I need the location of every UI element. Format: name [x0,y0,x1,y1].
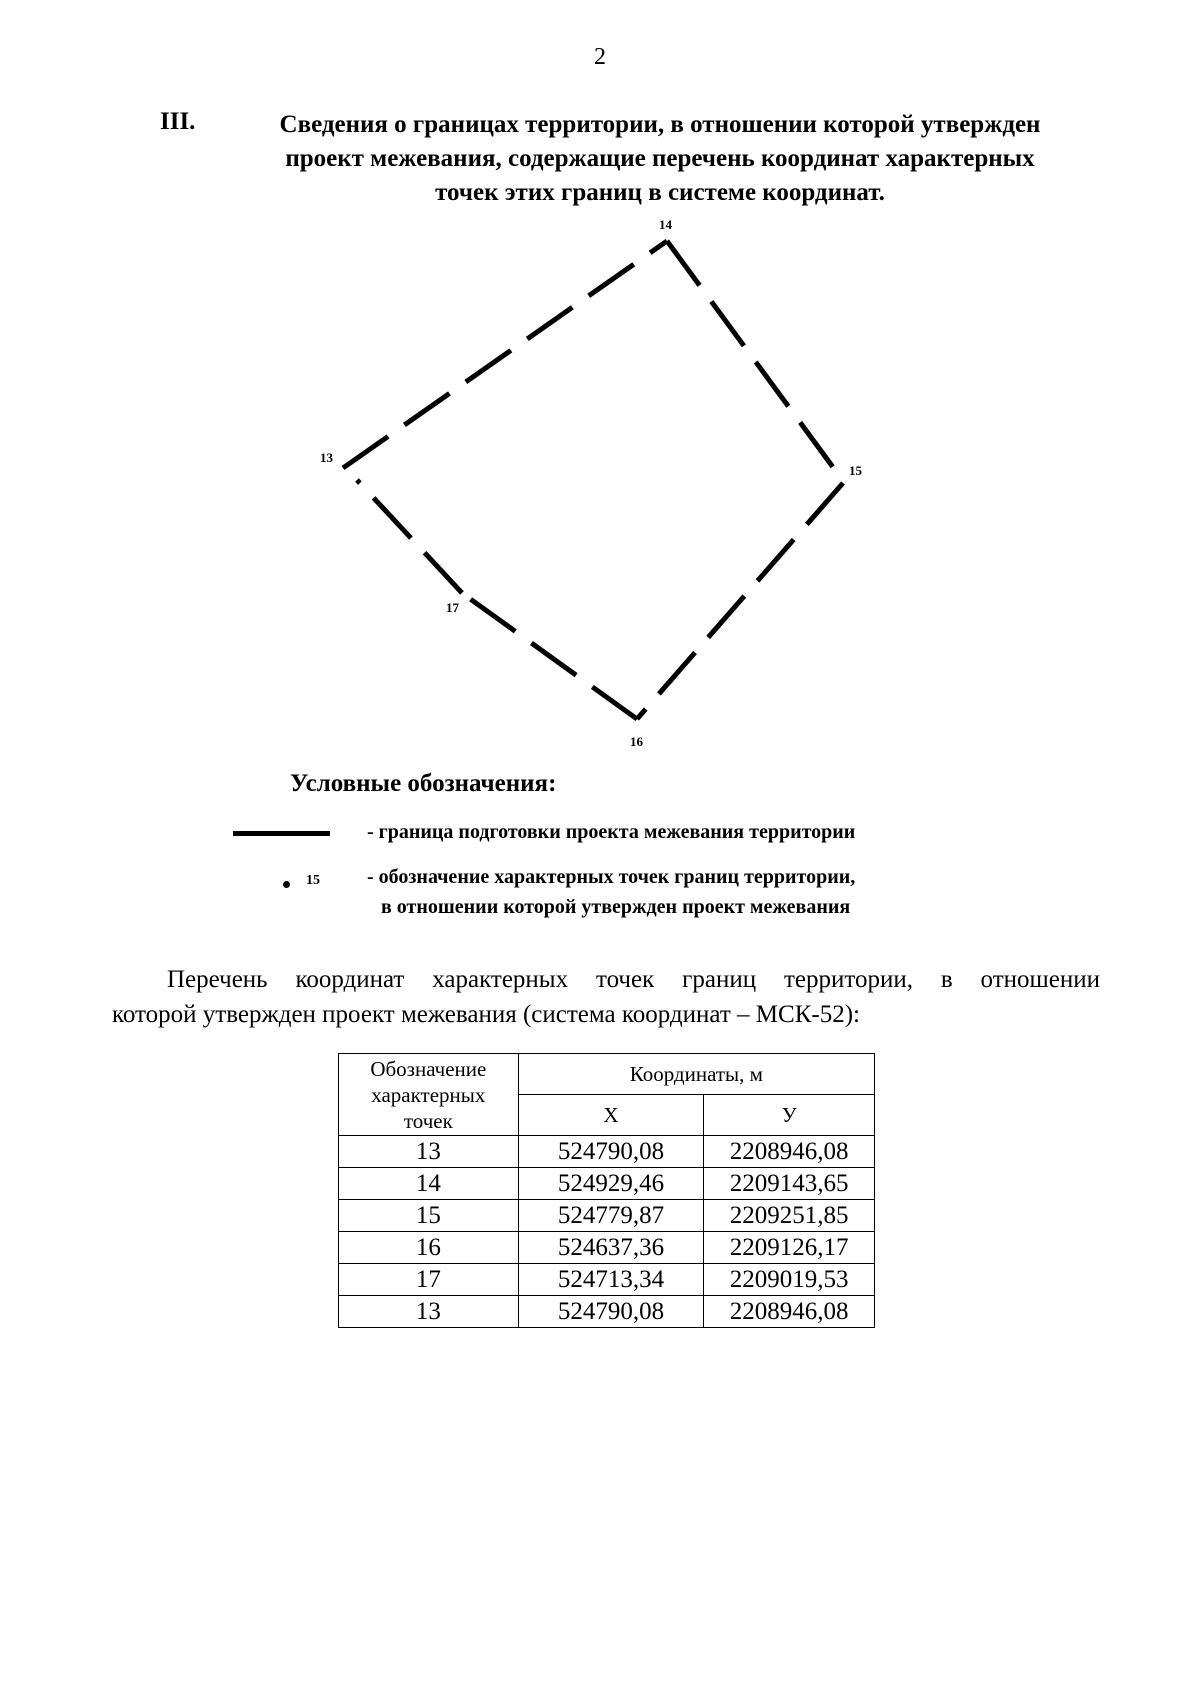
boundary-segment-16-17 [462,593,637,719]
point-label-16: 16 [630,734,643,749]
cell-x: 524713,34 [518,1264,704,1296]
coordinates-table [338,1053,875,1328]
coordinates-intro-paragraph [112,962,1100,1032]
cell-y: 2208946,08 [704,1136,875,1168]
header-x: Х [518,1095,704,1136]
table-row [339,1232,875,1264]
header-point-line: точек [403,1108,453,1133]
cell-point: 16 [339,1232,519,1264]
cell-point: 17 [339,1264,519,1296]
legend-boundary-line-sample [233,831,330,836]
section-title-line: Сведения о границах территории, в отношении которой утвержден [279,111,1041,138]
cell-point: 13 [339,1296,519,1328]
section-title-line: проект межевания, содержащие перечень координат характерных [285,145,1035,172]
boundary-segment-15-16 [637,483,843,719]
cell-x: 524929,46 [518,1168,704,1200]
legend-point-sample-label: 15 [306,873,320,888]
header-y: У [704,1095,875,1136]
section-number: III. [160,108,196,135]
cell-x: 524790,08 [518,1136,704,1168]
header-coordinates: Координаты, м [518,1054,874,1095]
header-point-line: Обозначение [370,1056,487,1081]
paragraph-line: которой утвержден проект межевания (система координат – МСК-52): [112,1001,860,1028]
cell-y: 2208946,08 [704,1296,875,1328]
cell-x: 524637,36 [518,1232,704,1264]
cell-x: 524790,08 [518,1296,704,1328]
cell-x: 524779,87 [518,1200,704,1232]
header-point-designation [339,1054,519,1136]
cell-y: 2209143,65 [704,1168,875,1200]
legend-boundary-text: - граница подготовки проекта межевания территории [367,821,856,843]
table-row [339,1168,875,1200]
point-label-15: 15 [849,463,862,478]
page-number: 2 [594,44,606,70]
legend-point-dot [283,881,290,888]
cell-y: 2209251,85 [704,1200,875,1232]
point-label-14: 14 [659,217,672,232]
table-row [339,1136,875,1168]
header-point-line: характерных [371,1082,486,1107]
table-row [339,1296,875,1328]
cell-point: 14 [339,1168,519,1200]
boundary-segment-14-15 [667,241,838,474]
table-row [339,1200,875,1232]
cell-point: 13 [339,1136,519,1168]
boundary-segment-17-13 [357,480,462,593]
point-label-17: 17 [446,600,459,615]
point-label-13: 13 [320,450,333,465]
table-header-row [339,1054,875,1095]
section-title-line: точек этих границ в системе координат. [435,179,885,206]
legend-point-text: - обозначение характерных точек границ территории, [367,866,856,888]
legend-point-text-cont: в отношении которой утвержден проект межевания [381,896,851,918]
legend-title: Условные обозначения: [290,770,557,797]
table-row [339,1264,875,1296]
boundary-segment-13-14 [343,241,667,468]
cell-y: 2209019,53 [704,1264,875,1296]
cell-y: 2209126,17 [704,1232,875,1264]
paragraph-line: Перечень координат характерных точек границ территории, в отношении [167,966,1100,993]
cell-point: 15 [339,1200,519,1232]
